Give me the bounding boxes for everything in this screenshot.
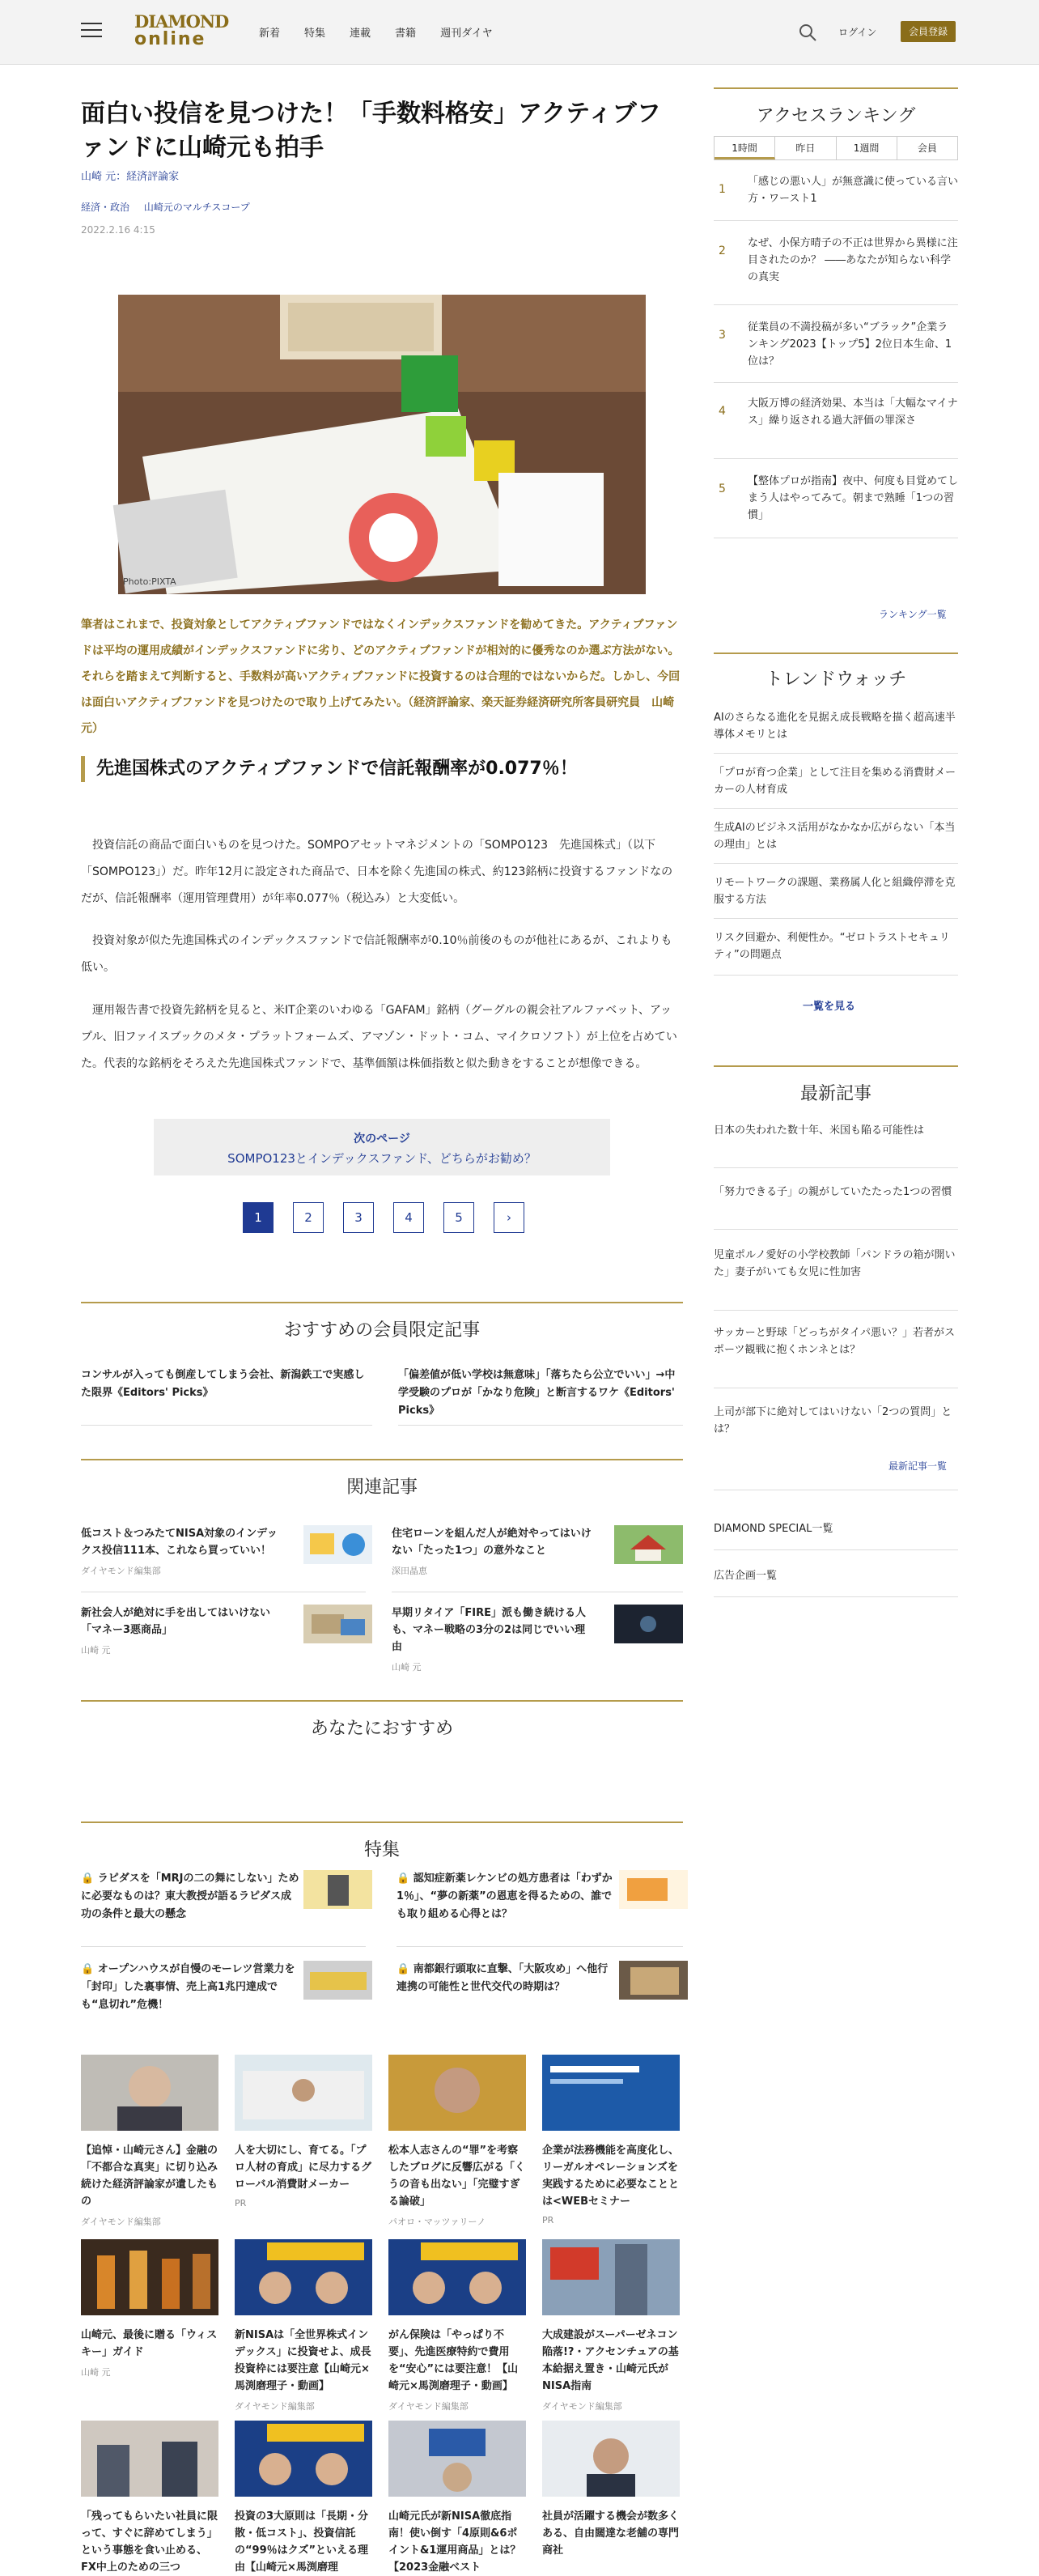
login-link[interactable]: ログイン [838, 27, 877, 38]
related-author: ダイヤモンド編集部 [81, 1566, 161, 1576]
lock-icon: 🔒 [397, 1963, 410, 1975]
latest-title: 最新記事 [799, 1084, 871, 1104]
ranking-item[interactable] [714, 173, 958, 207]
card-title: 大成建設がスーパーゼネコン陥落!?・アクセンチュアの基本給据え置き・山崎元氏がNISA指南 [542, 2329, 679, 2392]
page-button[interactable]: 5 [443, 1202, 474, 1233]
card-image [81, 2421, 218, 2497]
card-author: 山崎 元 [81, 2367, 111, 2378]
site-header [0, 0, 1039, 65]
card-image [235, 2055, 372, 2131]
ranking-item[interactable] [714, 235, 958, 286]
content-card[interactable] [235, 2055, 372, 2208]
search-icon[interactable] [798, 23, 817, 42]
related-title: 住宅ローンを組んだ人が絶対やってはいけない「たった1つ」の意外なこと [392, 1528, 592, 1557]
card-image [235, 2239, 372, 2315]
nav-item[interactable]: 週刊ダイヤ [440, 28, 493, 40]
logo-line2: online [134, 29, 206, 49]
related-author: 山崎 元 [392, 1662, 422, 1673]
ranking-tab[interactable]: 会員 [917, 142, 937, 154]
divider [714, 753, 958, 754]
rank-title: 「感じの悪い人」が無意識に使っている言い方・ワースト1 [748, 176, 959, 205]
card-title: 社員が活躍する機会が数多くある、自由闊達な老舗の専門商社 [542, 2510, 680, 2557]
related-thumbnail [303, 1525, 372, 1564]
ranking-tab[interactable]: 昨日 [775, 137, 836, 159]
divider [714, 918, 958, 919]
card-author: ダイヤモンド編集部 [235, 2401, 315, 2412]
card-image [542, 2055, 680, 2131]
divider [81, 1700, 683, 1702]
content-card[interactable] [235, 2421, 372, 2576]
latest-item[interactable]: 日本の失われた数十年、米国も陥る可能性は [714, 1124, 925, 1137]
content-card[interactable] [81, 2421, 218, 2576]
content-card[interactable] [81, 2239, 218, 2378]
divider [714, 1549, 958, 1550]
ranking-item[interactable] [714, 395, 958, 429]
trend-item[interactable]: リスク回避か、利便性か。“ゼロトラストセキュリティ”の問題点 [714, 932, 950, 961]
feature-title: 南都銀行頭取に直撃、「大阪攻め」へ他行連携の可能性と世代交代の時期は？ [397, 1963, 609, 1993]
article-tags [81, 200, 261, 214]
latest-item[interactable]: 「努力できる子」の親がしていたたった1つの習慣 [714, 1186, 952, 1198]
card-title: 「残ってもらいたい社員に限って、すぐに辞めてしまう」という事態を食い止める、FX中上のための三つ [81, 2510, 218, 2574]
rank-title: 【整体プロが指南】夜中、何度も目覚めてしまう人はやってみて。朝まで熟睡「1つの習慣」 [748, 475, 959, 521]
ads-link[interactable]: 広告企画一覧 [714, 1570, 778, 1582]
divider [714, 1065, 958, 1067]
related-author: 深田晶恵 [392, 1566, 427, 1576]
related-author: 山崎 元 [81, 1645, 111, 1656]
rank-number: 5 [719, 482, 726, 495]
card-title: 山崎元氏が新NISA徹底指南！使い倒す「4原則&6ポイント&1運用商品」とは？【2023金融ベスト [388, 2510, 521, 2574]
divider [714, 382, 958, 383]
feature-article[interactable] [397, 1961, 688, 1996]
nav-item[interactable]: 特集 [304, 28, 326, 40]
foryou-section-title: あなたにおすすめ [310, 1719, 454, 1739]
content-card[interactable] [388, 2421, 526, 2576]
related-thumbnail [614, 1525, 683, 1564]
latest-more-link[interactable]: 最新記事一覧 [888, 1460, 948, 1472]
ranking-tabs [714, 136, 958, 160]
content-card[interactable] [81, 2055, 218, 2228]
feature-article[interactable] [81, 1961, 372, 2014]
card-title: 松本人志さんの“罪”を考察したブログに反響広がる「くうの音も出ない」「完璧すぎる論破」 [388, 2145, 526, 2208]
trend-item[interactable]: リモートワークの課題、業務属人化と組織停滞を克服する方法 [714, 877, 956, 906]
tag-link[interactable]: 経済・政治 [81, 202, 130, 213]
rank-number: 3 [719, 329, 726, 342]
divider [714, 653, 958, 654]
ranking-item[interactable] [714, 473, 958, 524]
article-date: 2022.2.16 4:15 [81, 224, 155, 236]
rank-title: 大阪万博の経済効果、本当は「大幅なマイナス」繰り返される過大評価の罪深さ [748, 397, 958, 427]
feature-thumbnail [303, 1961, 372, 2000]
divider [81, 1821, 683, 1823]
feature-title: オープンハウスが自慢のモーレツ営業力を「封印」した裏事情、売上高1兆円達成でも“息切れ”危機！ [81, 1963, 295, 2011]
related-title: 早期リタイア「FIRE」派も働き続ける人も、マネー戦略の3分の2は同じでいい理由 [392, 1607, 586, 1653]
divider [714, 1596, 958, 1597]
divider [714, 458, 958, 459]
feature-article[interactable] [81, 1870, 372, 1923]
card-title: 【追悼・山崎元さん】金融の「不都合な真実」に切り込み続けた経済評論家が遺したもの [81, 2145, 218, 2208]
related-thumbnail [303, 1605, 372, 1643]
tag-link[interactable]: 山崎元のマルチスコープ [143, 202, 250, 213]
card-image [235, 2421, 372, 2497]
card-author: PR [542, 2215, 554, 2225]
feature-thumbnail [303, 1870, 372, 1909]
ranking-tab[interactable]: 1週間 [837, 137, 897, 159]
logo-line1: DIAMOND [134, 11, 229, 32]
next-page-button[interactable]: › [494, 1202, 524, 1233]
card-title: 新NISAは「全世界株式インデックス」に投資せよ、成長投資枠には要注意【山崎元×馬渕磨理子・動画】 [235, 2329, 371, 2392]
rank-title: なぜ、小保方晴子の不正は世界から異様に注目されたのか？ ――あなたが知らない科学の真実 [748, 237, 958, 283]
card-image [388, 2239, 526, 2315]
card-image [542, 2421, 680, 2497]
related-section-title: 関連記事 [346, 1477, 418, 1498]
card-image [388, 2055, 526, 2131]
article-lead: 筆者はこれまで、投資対象としてアクティブファンドではなくインデックスファンドを勧めてきた。アクティブファンドは平均の運用成績がインデックスファンドに劣り、どのアクティブファンドが相対的に優秀なのか選ぶ方法がない。それらを踏まえて判断すると、手数料が高いアクティブファンドに投資するのは合理的ではないからだ。しかし、今回は面白いアクティブファンドを見つけたので取り上げてみたい。（経済評論家、楽天証券経済研究所客員研究員 山崎 元） [81, 618, 681, 735]
related-article[interactable] [392, 1525, 683, 1577]
latest-item[interactable]: サッカーと野球「どっちがタイパ悪い？」若者がスポーツ観戦に抱くホンネとは？ [714, 1327, 955, 1356]
content-card[interactable] [542, 2239, 680, 2412]
card-title: 山崎元、最後に贈る「ウィスキー」ガイド [81, 2329, 218, 2358]
feature-section-title: 特集 [363, 1840, 400, 1860]
trend-item[interactable]: 「プロが育つ企業」として注目を集める消費財メーカーの人材育成 [714, 767, 956, 796]
divider [81, 1946, 366, 1947]
ranking-title: アクセスランキング [756, 106, 916, 126]
divider [81, 1459, 683, 1460]
related-thumbnail [614, 1605, 683, 1643]
ranking-tab[interactable]: 1時間 [715, 137, 775, 159]
article-author[interactable]: 山崎 元：経済評論家 [81, 171, 180, 183]
related-article[interactable] [81, 1525, 372, 1577]
member-article-link[interactable]: コンサルが入っても倒産してしまう会社、新潟鉄工で実感した限界《Editors' Picks》 [81, 1369, 365, 1399]
rank-number: 2 [719, 244, 726, 257]
lock-icon: 🔒 [397, 1872, 410, 1885]
divider [714, 808, 958, 809]
article-title: 面白い投信を見つけた！「手数料格安」アクティブファンドに山崎元も拍手 [81, 100, 661, 162]
divider [714, 975, 958, 976]
card-author: PR [235, 2198, 247, 2208]
feature-thumbnail [619, 1870, 688, 1909]
special-link[interactable]: DIAMOND SPECIAL一覧 [714, 1523, 833, 1535]
lock-icon: 🔒 [81, 1872, 95, 1885]
lock-icon: 🔒 [81, 1963, 95, 1975]
content-card[interactable] [542, 2421, 680, 2559]
card-title: 人を大切にし、育てる。「プロ人材の育成」に尽力するグローバル消費財メーカー [235, 2145, 372, 2191]
hero-image [118, 295, 646, 594]
divider [714, 304, 958, 305]
divider [714, 863, 958, 864]
related-title: 低コスト＆つみたてNISA対象のインデックス投信111本、これなら買っていい！ [81, 1528, 278, 1557]
trend-item[interactable]: 生成AIのビジネス活用がなかなか広がらない「本当の理由」とは [714, 822, 956, 851]
feature-title: ラピダスを「MRJの二の舞にしない」ために必要なものは？東大教授が語るラピダス成功の条件と最大の懸念 [81, 1872, 299, 1920]
content-card[interactable] [542, 2055, 680, 2225]
article-subhead: 先進国株式のアクティブファンドで信託報酬率が0.077％！ [81, 756, 683, 782]
ranking-item[interactable] [714, 319, 958, 370]
latest-item[interactable]: 上司が部下に絶対してはいけない「2つの質問」とは？ [714, 1406, 952, 1435]
latest-item[interactable]: 児童ポルノ愛好の小学校教師「パンドラの箱が開いた」妻子がいても女児に性加害 [714, 1249, 956, 1278]
card-image [81, 2239, 218, 2315]
trend-title: トレンドウォッチ [765, 670, 907, 690]
card-title: がん保険は「やっぱり不要」、先進医療特約で費用を“安心”には要注意！【山崎元×馬渕磨理子・動画】 [388, 2329, 519, 2392]
article-paragraph: 投資対象が似た先進国株式のインデックスファンドで信託報酬率が0.10％前後のものが他社にあるが、これよりも低い。 [81, 934, 672, 974]
card-title: 投資の3大原則は「長期・分散・低コスト」、投資信託の“99％はクズ”といえる理由【山崎元×馬渕磨理 [235, 2510, 369, 2574]
divider [714, 1310, 958, 1311]
trend-item[interactable]: AIのさらなる進化を見据え成長戦略を描く超高速半導体メモリとは [714, 712, 956, 741]
divider [714, 220, 958, 221]
divider [714, 1229, 958, 1230]
menu-icon[interactable] [81, 23, 102, 39]
divider [81, 1302, 683, 1303]
register-button[interactable]: 会員登録 [901, 21, 956, 42]
divider [397, 1946, 683, 1947]
feature-title: 認知症新薬レケンビの処方患者は「わずか1％」、“夢の新薬”の恩恵を得るための、誰でも取り組める心得とは？ [397, 1872, 613, 1920]
feature-article[interactable] [397, 1870, 688, 1923]
rank-title: 従業員の不満投稿が多い“ブラック”企業ランキング2023【トップ5】2位日本生命、1位は？ [748, 321, 952, 368]
related-title: 新社会人が絶対に手を出してはいけない「マネー3悪商品」 [81, 1607, 271, 1636]
card-author: ダイヤモンド編集部 [388, 2401, 469, 2412]
article-paragraph: 投資信託の商品で面白いものを見つけた。SOMPOアセットマネジメントの「SOMPO123 先進国株式」（以下「SOMPO123」）だ。昨年12月に設定された商品で、日本を除く先進国の株式、約123銘柄に投資するファンドなのだが、信託報酬率（運用管理費用）が年率0.077％（税込み）と大変低い。 [81, 839, 673, 905]
card-author: ダイヤモンド編集部 [81, 2217, 161, 2227]
top-nav [259, 24, 517, 40]
related-article[interactable] [392, 1605, 683, 1673]
divider [398, 1425, 683, 1426]
members-section-title: おすすめの会員限定記事 [283, 1320, 481, 1341]
content-card[interactable] [388, 2239, 526, 2412]
trend-more-link[interactable]: 一覧を見る [803, 1001, 856, 1013]
member-article-link[interactable]: 「偏差値が低い学校は無意味」「落ちたら公立でいい」→中学受験のプロが「かなり危険」と断言するワケ《Editors' Picks》 [398, 1369, 676, 1417]
page-button[interactable]: 2 [293, 1202, 324, 1233]
page-button[interactable]: 4 [393, 1202, 424, 1233]
site-logo[interactable] [134, 13, 228, 49]
card-image [81, 2055, 218, 2131]
article-paragraph: 運用報告書で投資先銘柄を見ると、米IT企業のいわゆる「GAFAM」銘柄（グーグルの親会社アルファベット、アップル、旧ファイスブックのメタ・プラットフォームズ、アマゾン・ドット・コム、マイクロソフト）が上位を占めていた。代表的な銘柄をそろえた先進国株式ファンドで、基準価額は株価指数と似た動きをすることが想像できる。 [81, 1004, 677, 1070]
photo-credit: Photo:PIXTA [123, 576, 176, 587]
related-article[interactable] [81, 1605, 372, 1656]
divider [81, 1425, 372, 1426]
card-author: ダイヤモンド編集部 [542, 2401, 622, 2412]
nav-item[interactable]: 新着 [259, 28, 281, 40]
page-button[interactable]: 3 [343, 1202, 374, 1233]
card-author: パオロ・マッツァリーノ [388, 2217, 486, 2227]
divider [714, 1167, 958, 1168]
content-card[interactable] [388, 2055, 526, 2228]
feature-thumbnail [619, 1961, 688, 2000]
page-button[interactable]: 1 [243, 1202, 274, 1233]
next-page-label: 次のページ [354, 1133, 410, 1146]
ranking-more-link[interactable]: ランキング一覧 [879, 609, 947, 620]
next-page-link[interactable] [154, 1119, 610, 1175]
nav-item[interactable]: 書籍 [395, 28, 417, 40]
rank-number: 1 [719, 183, 726, 196]
rank-number: 4 [719, 405, 726, 418]
content-card[interactable] [235, 2239, 372, 2412]
pagination [243, 1202, 524, 1233]
card-title: 企業が法務機能を高度化し、リーガルオペレーションズを実践するために必要なこととは<WEBセミナー [542, 2145, 680, 2208]
card-image [542, 2239, 680, 2315]
nav-item[interactable]: 連載 [350, 28, 371, 40]
divider [714, 87, 958, 89]
next-page-title: SOMPO123とインデックスファンド、どちらがお勧め？ [227, 1151, 536, 1166]
card-image [388, 2421, 526, 2497]
